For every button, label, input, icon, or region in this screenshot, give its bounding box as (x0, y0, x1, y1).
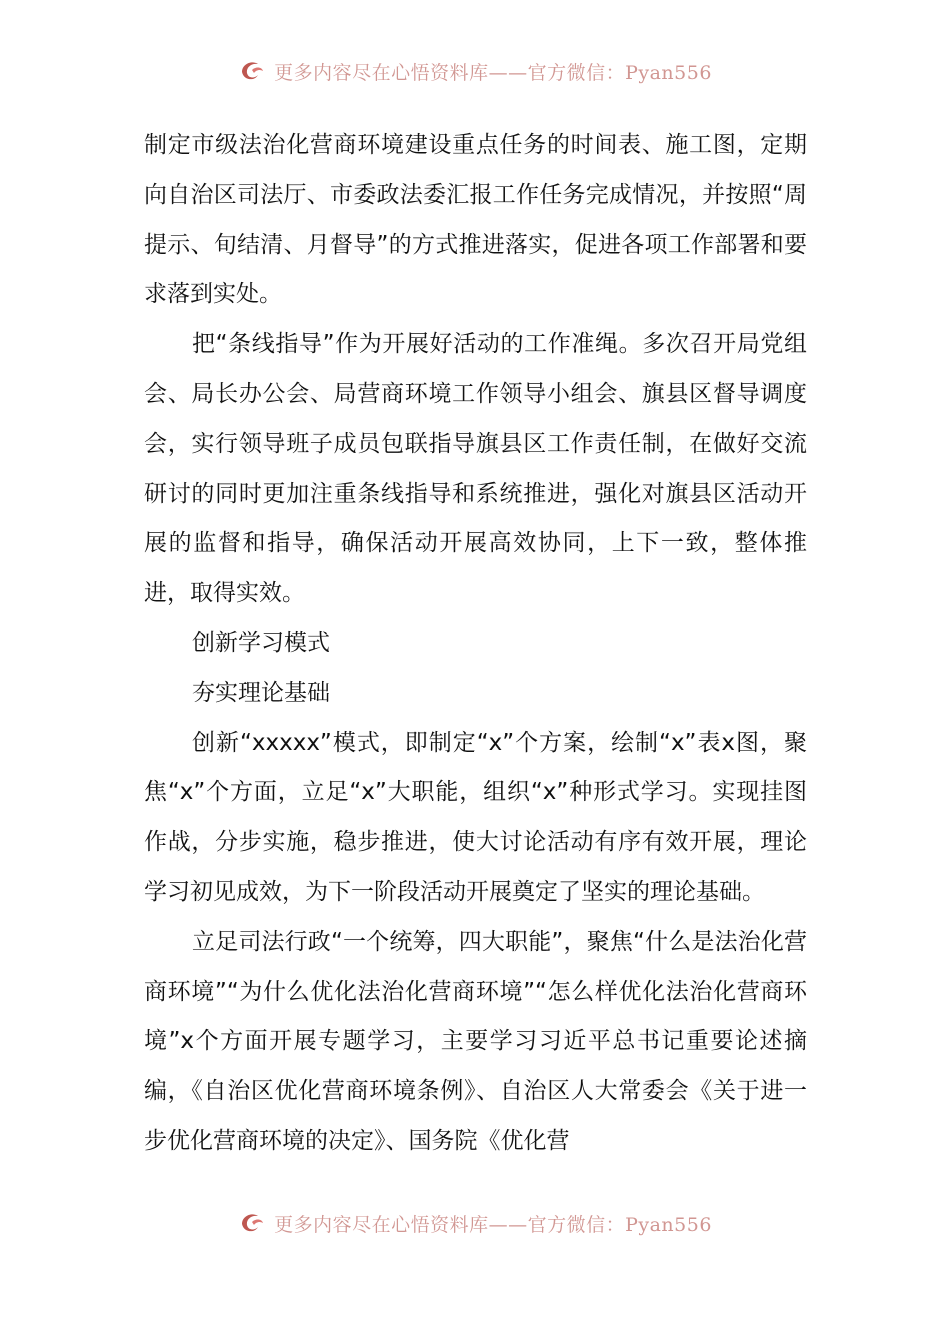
section-heading-2: 夯实理论基础 (192, 679, 330, 706)
watermark-header (0, 56, 950, 86)
paragraph-1: 制定市级法治化营商环境建设重点任务的时间表、施工图，定期向自治区司法厅、市委政法委汇报工作任务完成情况，并按照“周提示、旬结清、月督导”的方式推进落实，促进各项工作部署和要求落到实处。 (144, 132, 807, 308)
paragraph-4: 立足司法行政“一个统筹，四大职能”，聚焦“什么是法治化营商环境”“为什么优化法治化营商环境”“怎么样优化法治化营商环境”x个方面开展专题学习，主要学习习近平总书记重要论述摘编，《自治区优化营商环境条例》、自治区人大常委会《关于进一步优化营商环境的决定》、国务院《优化营 (144, 928, 807, 1154)
watermark-text: 更多内容尽在心悟资料库——官方微信：Pyan556 (274, 61, 712, 84)
document-body (144, 121, 807, 1167)
watermark-logo-icon (238, 1210, 266, 1236)
watermark-logo-icon (238, 58, 266, 84)
watermark-footer (0, 1208, 950, 1238)
watermark-text: 更多内容尽在心悟资料库——官方微信：Pyan556 (274, 1213, 712, 1236)
paragraph-3: 创新“xxxxx”模式，即制定“x”个方案，绘制“x”表x图，聚焦“x”个方面，立足“x”大职能，组织“x”种形式学习。实现挂图作战，分步实施，稳步推进，使大讨论活动有序有效开展，理论学习初见成效，为下一阶段活动开展奠定了坚实的理论基础。 (144, 729, 807, 905)
paragraph-2: 把“条线指导”作为开展好活动的工作准绳。多次召开局党组会、局长办公会、局营商环境工作领导小组会、旗县区督导调度会，实行领导班子成员包联指导旗县区工作责任制，在做好交流研讨的同时更加注重条线指导和系统推进，强化对旗县区活动开展的监督和指导，确保活动开展高效协同，上下一致，整体推进，取得实效。 (144, 331, 807, 607)
section-heading-1: 创新学习模式 (192, 629, 330, 656)
